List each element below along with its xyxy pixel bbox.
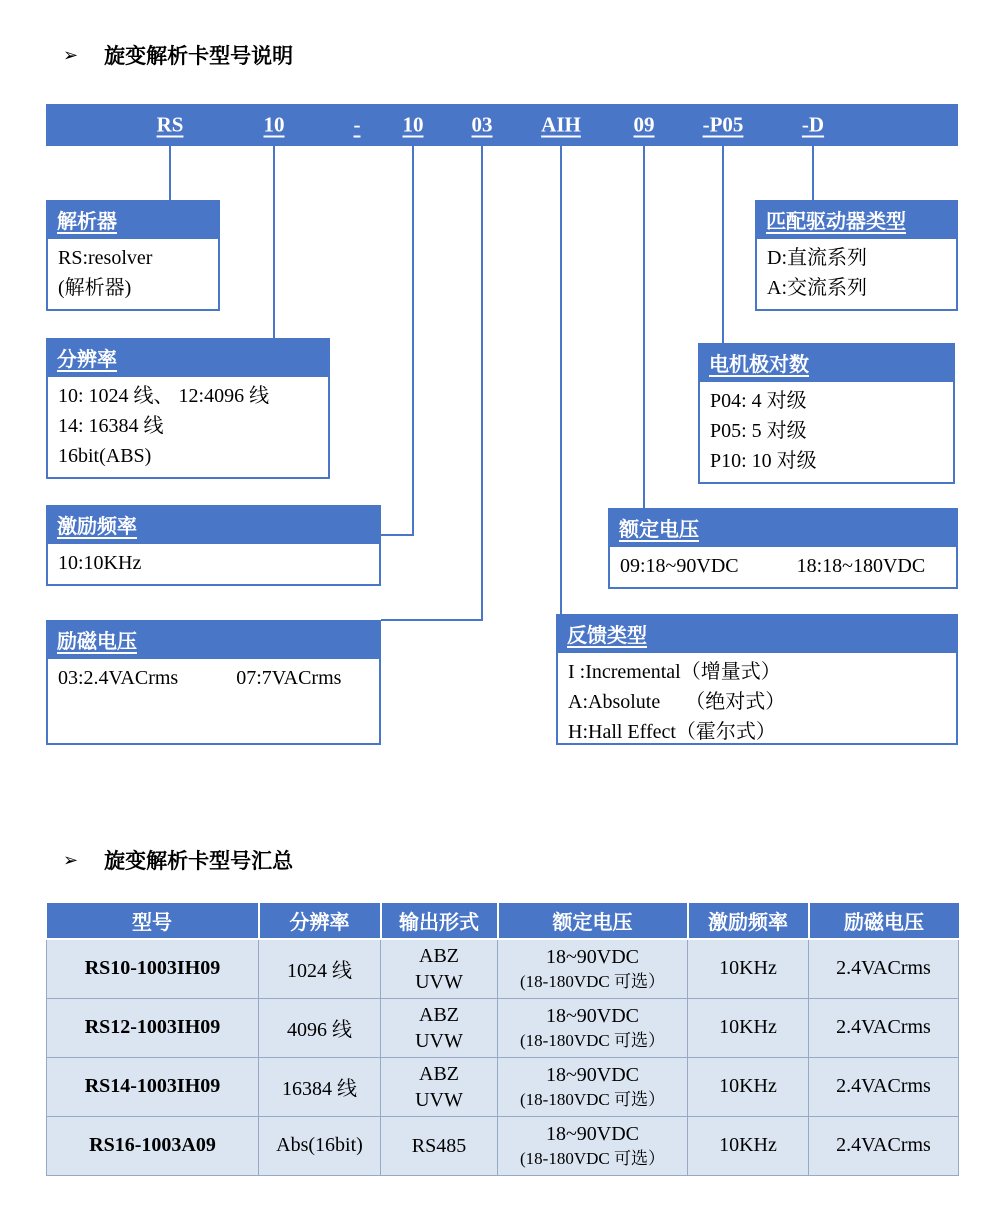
cell-excitation-frequency: 10KHz (688, 1057, 809, 1116)
table-header-row (47, 903, 959, 939)
output-line: ABZ (419, 1062, 459, 1085)
output-line: RS485 (411, 1134, 467, 1157)
output-line: ABZ (419, 944, 459, 967)
cell-excitation-voltage: 2.4VACrms (809, 998, 959, 1057)
callout-resolution (46, 338, 330, 479)
connector-line (412, 146, 414, 536)
callout-driver-type-line: A:交流系列 (767, 277, 867, 299)
cell-output-format (381, 1057, 498, 1116)
callout-resolution-line: 14: 16384 线 (58, 415, 164, 437)
model-segment-frequency: 10 (402, 112, 424, 137)
arrow-bullet-icon: ➢ (63, 849, 79, 871)
connector-line (381, 534, 414, 536)
callout-excitation-frequency (46, 505, 381, 586)
voltage-line: 18~90VDC (545, 1005, 640, 1027)
voltage-option-line: (18-180VDC 可选） (520, 1149, 665, 1168)
callout-pole-pairs-line: P05: 5 对级 (710, 420, 807, 442)
voltage-option-line: (18-180VDC 可选） (520, 972, 665, 992)
model-segment-pole-pairs: -P05 (702, 112, 744, 137)
header-cell-model: 型号 (47, 903, 259, 939)
callout-resolver-line: RS:resolver (58, 247, 153, 269)
cell-excitation-frequency: 10KHz (688, 1116, 809, 1175)
cell-output-format (381, 1116, 498, 1175)
callout-feedback-type-header: 反馈类型 (557, 615, 957, 653)
model-segment-series: RS (156, 112, 184, 137)
cell-resolution: 4096 线 (259, 998, 381, 1057)
table-row (47, 1116, 959, 1175)
cell-excitation-frequency: 10KHz (688, 998, 809, 1057)
cell-model: RS10-1003IH09 (47, 939, 259, 998)
callout-feedback-type-line: I :Incremental（增量式） (568, 661, 781, 683)
model-segment-dash: - (353, 112, 361, 137)
callout-rated-voltage (608, 508, 958, 589)
callout-driver-type (755, 200, 958, 311)
cell-rated-voltage (498, 998, 688, 1057)
callout-pole-pairs-header: 电机极对数 (699, 344, 954, 382)
callout-excitation-frequency-line: 10:10KHz (58, 552, 142, 574)
header-cell-output-format: 输出形式 (381, 903, 498, 939)
cell-resolution: 1024 线 (259, 939, 381, 998)
callout-excitation-voltage-header: 励磁电压 (47, 621, 380, 659)
header-cell-excitation-frequency: 激励频率 (688, 903, 809, 939)
model-segment-voltage: 09 (633, 112, 655, 137)
cell-rated-voltage (498, 1057, 688, 1116)
connector-line (643, 146, 645, 509)
cell-output-format (381, 998, 498, 1057)
header-cell-excitation-voltage: 励磁电压 (809, 903, 959, 939)
callout-resolution-line: 10: 1024 线、 12:4096 线 (58, 385, 270, 407)
callout-resolution-header: 分辨率 (47, 339, 329, 377)
section1-title-text: 旋变解析卡型号说明 (104, 44, 294, 68)
callout-excitation-voltage-option: 07:7VACrms (236, 667, 342, 689)
callout-driver-type-header: 匹配驱动器类型 (756, 201, 957, 239)
cell-model: RS12-1003IH09 (47, 998, 259, 1057)
callout-rated-voltage-header: 额定电压 (609, 509, 957, 547)
callout-feedback-type-line: A:Absolute （绝对式） (568, 691, 786, 713)
cell-excitation-voltage: 2.4VACrms (809, 1116, 959, 1175)
connector-line (273, 146, 275, 338)
model-segment-resolution: 10 (263, 112, 285, 137)
cell-excitation-voltage: 2.4VACrms (809, 939, 959, 998)
cell-model: RS16-1003A09 (47, 1116, 259, 1175)
output-line: UVW (415, 970, 463, 993)
connector-line (722, 146, 724, 345)
header-cell-rated-voltage: 额定电压 (498, 903, 688, 939)
section1-title (63, 40, 293, 70)
arrow-bullet-icon: ➢ (63, 44, 79, 66)
cell-excitation-voltage: 2.4VACrms (809, 1057, 959, 1116)
model-code-bar (46, 104, 958, 146)
connector-line (812, 146, 814, 201)
callout-rated-voltage-option: 18:18~180VDC (796, 555, 926, 577)
model-summary-table (46, 903, 959, 1176)
voltage-line: 18~90VDC (545, 1064, 640, 1086)
connector-line (481, 146, 483, 621)
table-row (47, 1057, 959, 1116)
cell-rated-voltage (498, 939, 688, 998)
voltage-option-line: (18-180VDC 可选） (520, 1090, 665, 1109)
callout-resolver (46, 200, 220, 311)
voltage-option-line: (18-180VDC 可选） (520, 1031, 665, 1050)
callout-resolver-line: (解析器) (58, 277, 132, 299)
cell-resolution: Abs(16bit) (259, 1116, 381, 1175)
output-line: UVW (415, 1029, 463, 1052)
connector-line (169, 146, 171, 200)
model-segment-driver-type: -D (801, 112, 825, 137)
callout-resolver-header: 解析器 (47, 201, 219, 239)
callout-excitation-frequency-header: 激励频率 (47, 506, 380, 544)
cell-rated-voltage (498, 1116, 688, 1175)
callout-feedback-type (556, 614, 958, 745)
section2-title-text: 旋变解析卡型号汇总 (104, 849, 294, 873)
callout-resolution-line: 16bit(ABS) (58, 445, 152, 467)
callout-pole-pairs-line: P10: 10 对级 (710, 450, 817, 472)
table-row (47, 939, 959, 998)
model-segment-feedback: AIH (541, 112, 581, 137)
cell-excitation-frequency: 10KHz (688, 939, 809, 998)
output-line: ABZ (419, 1003, 459, 1026)
callout-pole-pairs-line: P04: 4 对级 (710, 390, 807, 412)
output-line: UVW (415, 1088, 463, 1111)
callout-excitation-voltage-option: 03:2.4VACrms (58, 667, 179, 689)
voltage-line: 18~90VDC (545, 946, 640, 969)
cell-model: RS14-1003IH09 (47, 1057, 259, 1116)
connector-line (560, 146, 562, 616)
callout-pole-pairs (698, 343, 955, 484)
table-row (47, 998, 959, 1057)
header-cell-resolution: 分辨率 (259, 903, 381, 939)
callout-rated-voltage-option: 09:18~90VDC (620, 555, 739, 577)
callout-driver-type-line: D:直流系列 (767, 247, 867, 269)
section2-title (63, 845, 293, 875)
callout-feedback-type-line: H:Hall Effect（霍尔式） (568, 721, 776, 743)
voltage-line: 18~90VDC (545, 1123, 640, 1145)
cell-output-format (381, 939, 498, 998)
connector-line (381, 619, 483, 621)
model-segment-excitation: 03 (471, 112, 493, 137)
cell-resolution: 16384 线 (259, 1057, 381, 1116)
callout-excitation-voltage (46, 620, 381, 745)
